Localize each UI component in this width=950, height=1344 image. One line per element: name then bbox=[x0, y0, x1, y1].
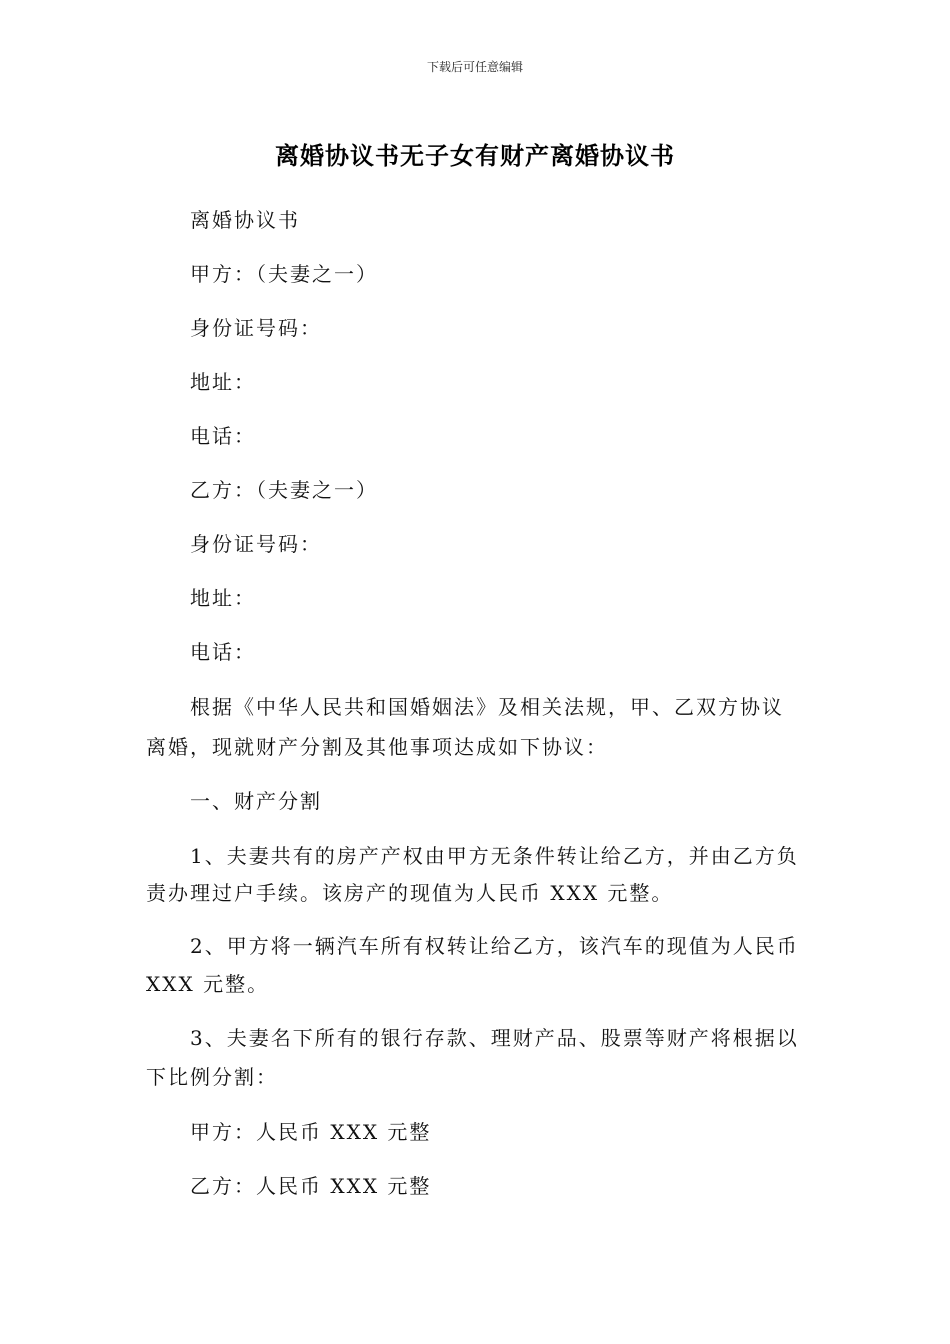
item-3-line-1: 3、夫妻名下所有的银行存款、理财产品、股票等财产将根据以 bbox=[190, 1026, 799, 1050]
intro-line-1: 根据《中华人民共和国婚姻法》及相关法规，甲、乙双方协议 bbox=[190, 695, 784, 719]
party-a-id-label: 身份证号码： bbox=[190, 316, 322, 340]
item-2-line-1: 2、甲方将一辆汽车所有权转让给乙方，该汽车的现值为人民币 bbox=[190, 934, 799, 958]
share-party-a: 甲方：人民币 XXX 元整 bbox=[190, 1120, 432, 1144]
document-heading: 离婚协议书 bbox=[190, 208, 300, 232]
intro-line-2: 离婚，现就财产分割及其他事项达成如下协议： bbox=[146, 735, 608, 759]
party-a-phone-label: 电话： bbox=[190, 424, 256, 448]
party-a-label: 甲方：（夫妻之一） bbox=[190, 262, 378, 286]
section-1-title: 一、财产分割 bbox=[190, 789, 322, 813]
party-b-phone-label: 电话： bbox=[190, 640, 256, 664]
header-note: 下载后可任意编辑 bbox=[426, 60, 523, 74]
item-1-line-1: 1、夫妻共有的房产产权由甲方无条件转让给乙方，并由乙方负 bbox=[190, 844, 799, 868]
share-party-b: 乙方：人民币 XXX 元整 bbox=[190, 1174, 432, 1198]
party-a-address-label: 地址： bbox=[190, 370, 256, 394]
party-b-label: 乙方：（夫妻之一） bbox=[190, 478, 378, 502]
document-title: 离婚协议书无子女有财产离婚协议书 bbox=[275, 142, 675, 170]
party-b-id-label: 身份证号码： bbox=[190, 532, 322, 556]
item-1-line-2: 责办理过户手续。该房产的现值为人民币 XXX 元整。 bbox=[146, 881, 674, 905]
item-3-line-2: 下比例分割： bbox=[146, 1065, 278, 1089]
party-b-address-label: 地址： bbox=[190, 586, 256, 610]
item-2-line-2: XXX 元整。 bbox=[146, 972, 270, 996]
